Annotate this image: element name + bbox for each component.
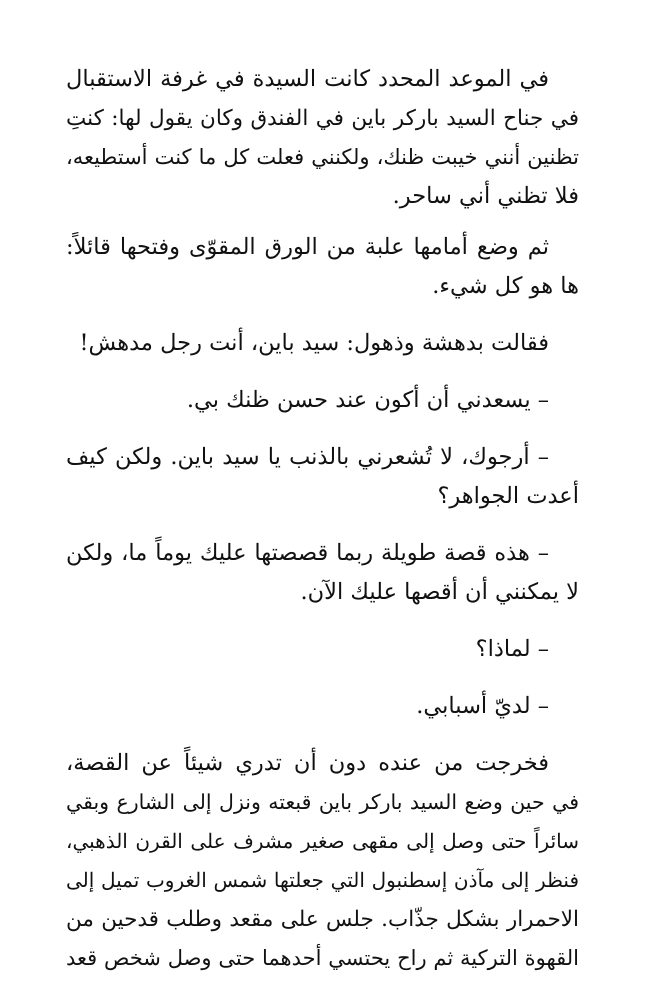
- paragraph-amazed: [66, 324, 579, 363]
- text-line: تظنين أنني خيبت ظنك، ولكنني فعلت كل ما كنت أستطيعه،: [66, 145, 579, 169]
- dialogue-line: [66, 381, 579, 420]
- text-line: فنظر إلى مآذن إسطنبول التي جعلتها شمس الغروب تميل إلى: [66, 868, 579, 892]
- text-line: سائراً حتى وصل إلى مقهى صغير مشرف على القرن الذهبي،: [66, 829, 579, 853]
- text-line: لا يمكنني أن أقصها عليك الآن.: [300, 579, 579, 605]
- text-line: في حين وضع السيد باركر باين قبعته ونزل إلى الشارع وبقي: [66, 790, 579, 814]
- paragraph-reception: [66, 60, 579, 216]
- text-line: ثم وضع أمامها علبة من الورق المقوّى وفتحها قائلاً:: [66, 234, 549, 260]
- text-line: في جناح السيد باركر باين في الفندق وكان يقول لها: كنتِ: [66, 106, 579, 131]
- dialogue-line: [66, 438, 579, 516]
- text-line: أعدت الجواهر؟: [437, 483, 579, 509]
- paragraph-box: [66, 228, 579, 306]
- text-line: فقالت بدهشة وذهول: سيد باين، أنت رجل مدهش!: [79, 330, 549, 356]
- dialogue-line: [66, 687, 579, 726]
- text-line: ها هو كل شيء.: [432, 273, 579, 299]
- dialogue-line: [66, 630, 579, 669]
- paragraph-narration: [66, 744, 579, 978]
- text-line: الاحمرار بشكل جذّاب. جلس على مقعد وطلب قدحين من: [66, 907, 579, 932]
- text-line: فخرجت من عنده دون أن تدري شيئاً عن القصة،: [66, 750, 549, 776]
- text-line: – لديّ أسبابي.: [416, 693, 549, 719]
- text-line: في الموعد المحدد كانت السيدة في غرفة الاستقبال: [66, 66, 549, 92]
- text-line: – لماذا؟: [475, 636, 549, 662]
- dialogue-line: [66, 534, 579, 612]
- text-line: فلا تظني أني ساحر.: [392, 183, 579, 209]
- text-line: – يسعدني أن أكون عند حسن ظنك بي.: [186, 387, 549, 413]
- text-line: – هذه قصة طويلة ربما قصصتها عليك يوماً ما، ولكن: [66, 540, 549, 566]
- text-line: – أرجوك، لا تُشعرني بالذنب يا سيد باين. ولكن كيف: [66, 444, 549, 470]
- text-line: القهوة التركية ثم راح يحتسي أحدهما حتى وصل شخص قعد: [66, 946, 579, 970]
